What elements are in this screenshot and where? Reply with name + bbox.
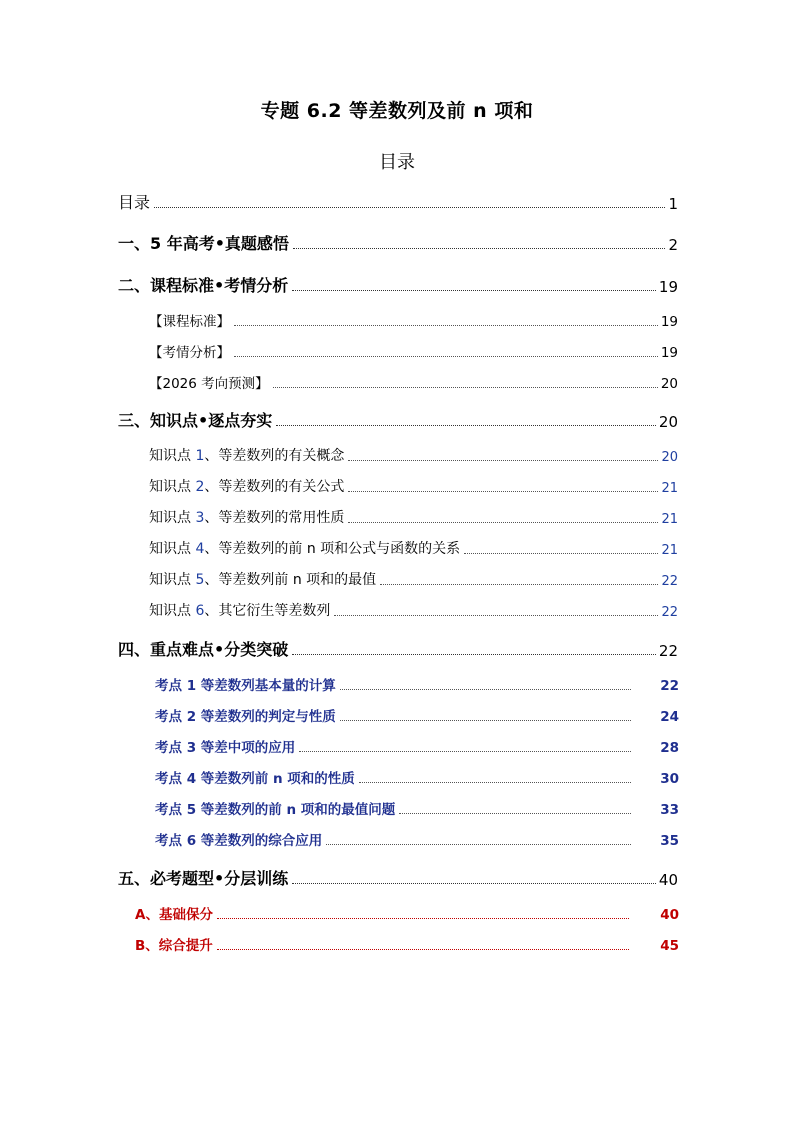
dot-leader	[217, 918, 629, 919]
toc-label: 一、5 年高考•真题感悟	[118, 234, 289, 253]
toc-entry-section-3[interactable]	[118, 408, 678, 431]
toc-entry-exam-point-6[interactable]	[155, 829, 679, 849]
toc-entry-knowledge-point-3[interactable]	[149, 507, 678, 527]
toc-label: 考点 2 等差数列的判定与性质	[155, 709, 336, 725]
kp-title: 、等差数列前 n 项和的最值	[204, 572, 377, 588]
toc-label: 四、重点难点•分类突破	[118, 640, 289, 659]
toc-entry-exam-analysis[interactable]	[149, 341, 678, 361]
toc-page-number: 20	[661, 450, 678, 465]
toc-label: 【课程标准】	[149, 314, 230, 330]
dot-leader	[234, 356, 658, 357]
toc-page-number: 20	[658, 413, 678, 431]
toc-label: 【2026 考向预测】	[149, 376, 269, 392]
dot-leader	[348, 522, 658, 523]
toc-page-number: 21	[661, 543, 678, 558]
kp-number: 4	[195, 541, 205, 557]
dot-leader	[276, 425, 656, 426]
kp-prefix: 知识点	[149, 541, 196, 557]
kp-prefix: 知识点	[149, 448, 196, 464]
dot-leader	[340, 689, 631, 690]
toc-label: 考点 4 等差数列前 n 项和的性质	[155, 771, 355, 787]
dot-leader	[154, 207, 665, 208]
toc-page-number: 40	[660, 907, 679, 923]
toc-page-number: 1	[668, 195, 678, 213]
toc-entry-section-2[interactable]	[118, 273, 678, 296]
toc-entry-knowledge-point-4[interactable]	[149, 538, 678, 558]
kp-prefix: 知识点	[149, 479, 196, 495]
toc-label: B、综合提升	[135, 938, 213, 954]
dot-leader	[292, 290, 656, 291]
document-title: 专题 6.2 等差数列及前 n 项和	[260, 100, 534, 122]
dot-leader	[348, 460, 658, 461]
toc-page-number: 22	[660, 678, 679, 694]
toc-page-number: 2	[668, 236, 678, 254]
toc-label	[149, 569, 376, 589]
toc-entry-basic-practice[interactable]	[135, 903, 679, 923]
toc-page-number: 19	[660, 345, 678, 361]
toc-label: 目录	[118, 193, 151, 212]
toc-page-number: 19	[658, 278, 678, 296]
toc-entry-exam-point-1[interactable]	[155, 674, 679, 694]
kp-number: 2	[195, 479, 205, 495]
kp-title: 、等差数列的有关公式	[204, 479, 345, 495]
toc-page-number: 28	[660, 740, 679, 756]
dot-leader	[292, 883, 656, 884]
dot-leader	[359, 782, 631, 783]
kp-title: 、其它衍生等差数列	[204, 603, 331, 619]
toc-page-number: 35	[660, 833, 679, 849]
dot-leader	[334, 615, 658, 616]
toc-entry-exam-point-2[interactable]	[155, 705, 679, 725]
kp-prefix: 知识点	[149, 572, 196, 588]
kp-number: 5	[195, 572, 205, 588]
toc-entry-section-1[interactable]	[118, 231, 678, 254]
toc-page-number: 33	[660, 802, 679, 818]
toc-entry-section-4[interactable]	[118, 637, 678, 660]
toc-entry-knowledge-point-1[interactable]	[149, 445, 678, 465]
toc-label: 考点 3 等差中项的应用	[155, 740, 296, 756]
toc-label	[149, 507, 344, 527]
toc-label	[149, 600, 330, 620]
dot-leader	[234, 325, 658, 326]
kp-title: 、等差数列的前 n 项和公式与函数的关系	[204, 541, 461, 557]
toc-page-number: 21	[661, 512, 678, 527]
toc-page-number: 19	[660, 314, 678, 330]
dot-leader	[299, 751, 631, 752]
toc-page-number: 24	[660, 709, 679, 725]
toc-entry-curriculum-standard[interactable]	[149, 310, 678, 330]
dot-leader	[326, 844, 631, 845]
toc-entry-mulu[interactable]	[118, 190, 678, 213]
dot-leader	[348, 491, 658, 492]
toc-label	[149, 538, 460, 558]
toc-entry-exam-point-4[interactable]	[155, 767, 679, 787]
toc-label: 五、必考题型•分层训练	[118, 869, 289, 888]
toc-page-number: 22	[661, 605, 678, 620]
toc-label	[149, 476, 344, 496]
kp-title: 、等差数列的有关概念	[204, 448, 345, 464]
kp-number: 1	[195, 448, 205, 464]
toc-label	[149, 445, 344, 465]
toc-entry-comprehensive-improvement[interactable]	[135, 934, 679, 954]
kp-number: 3	[195, 510, 205, 526]
toc-label: 三、知识点•逐点夯实	[118, 411, 273, 430]
dot-leader	[464, 553, 658, 554]
toc-page-number: 22	[658, 642, 678, 660]
kp-title: 、等差数列的常用性质	[204, 510, 345, 526]
dot-leader	[380, 584, 658, 585]
toc-label: 考点 1 等差数列基本量的计算	[155, 678, 336, 694]
toc-page-number: 45	[660, 938, 679, 954]
toc-label: 二、课程标准•考情分析	[118, 276, 289, 295]
dot-leader	[399, 813, 631, 814]
toc-label: 考点 6 等差数列的综合应用	[155, 833, 323, 849]
dot-leader	[293, 248, 666, 249]
toc-entry-section-5[interactable]	[118, 866, 678, 889]
toc-page-number: 40	[658, 871, 678, 889]
toc-entry-knowledge-point-5[interactable]	[149, 569, 678, 589]
toc-label: 考点 5 等差数列的前 n 项和的最值问题	[155, 802, 396, 818]
toc-entry-exam-point-3[interactable]	[155, 736, 679, 756]
toc-page-number: 30	[660, 771, 679, 787]
dot-leader	[273, 387, 658, 388]
toc-page-number: 21	[661, 481, 678, 496]
kp-number: 6	[195, 603, 205, 619]
kp-prefix: 知识点	[149, 603, 196, 619]
dot-leader	[340, 720, 631, 721]
toc-page-number: 20	[660, 376, 678, 392]
dot-leader	[292, 654, 656, 655]
toc-entry-exam-point-5[interactable]	[155, 798, 679, 818]
toc-entry-2026-forecast[interactable]	[149, 372, 678, 392]
kp-prefix: 知识点	[149, 510, 196, 526]
dot-leader	[217, 949, 629, 950]
toc-page-number: 22	[661, 574, 678, 589]
toc-entry-knowledge-point-2[interactable]	[149, 476, 678, 496]
toc-entry-knowledge-point-6[interactable]	[149, 600, 678, 620]
toc-heading: 目录	[379, 152, 415, 173]
toc-label: A、基础保分	[135, 907, 213, 923]
toc-label: 【考情分析】	[149, 345, 230, 361]
